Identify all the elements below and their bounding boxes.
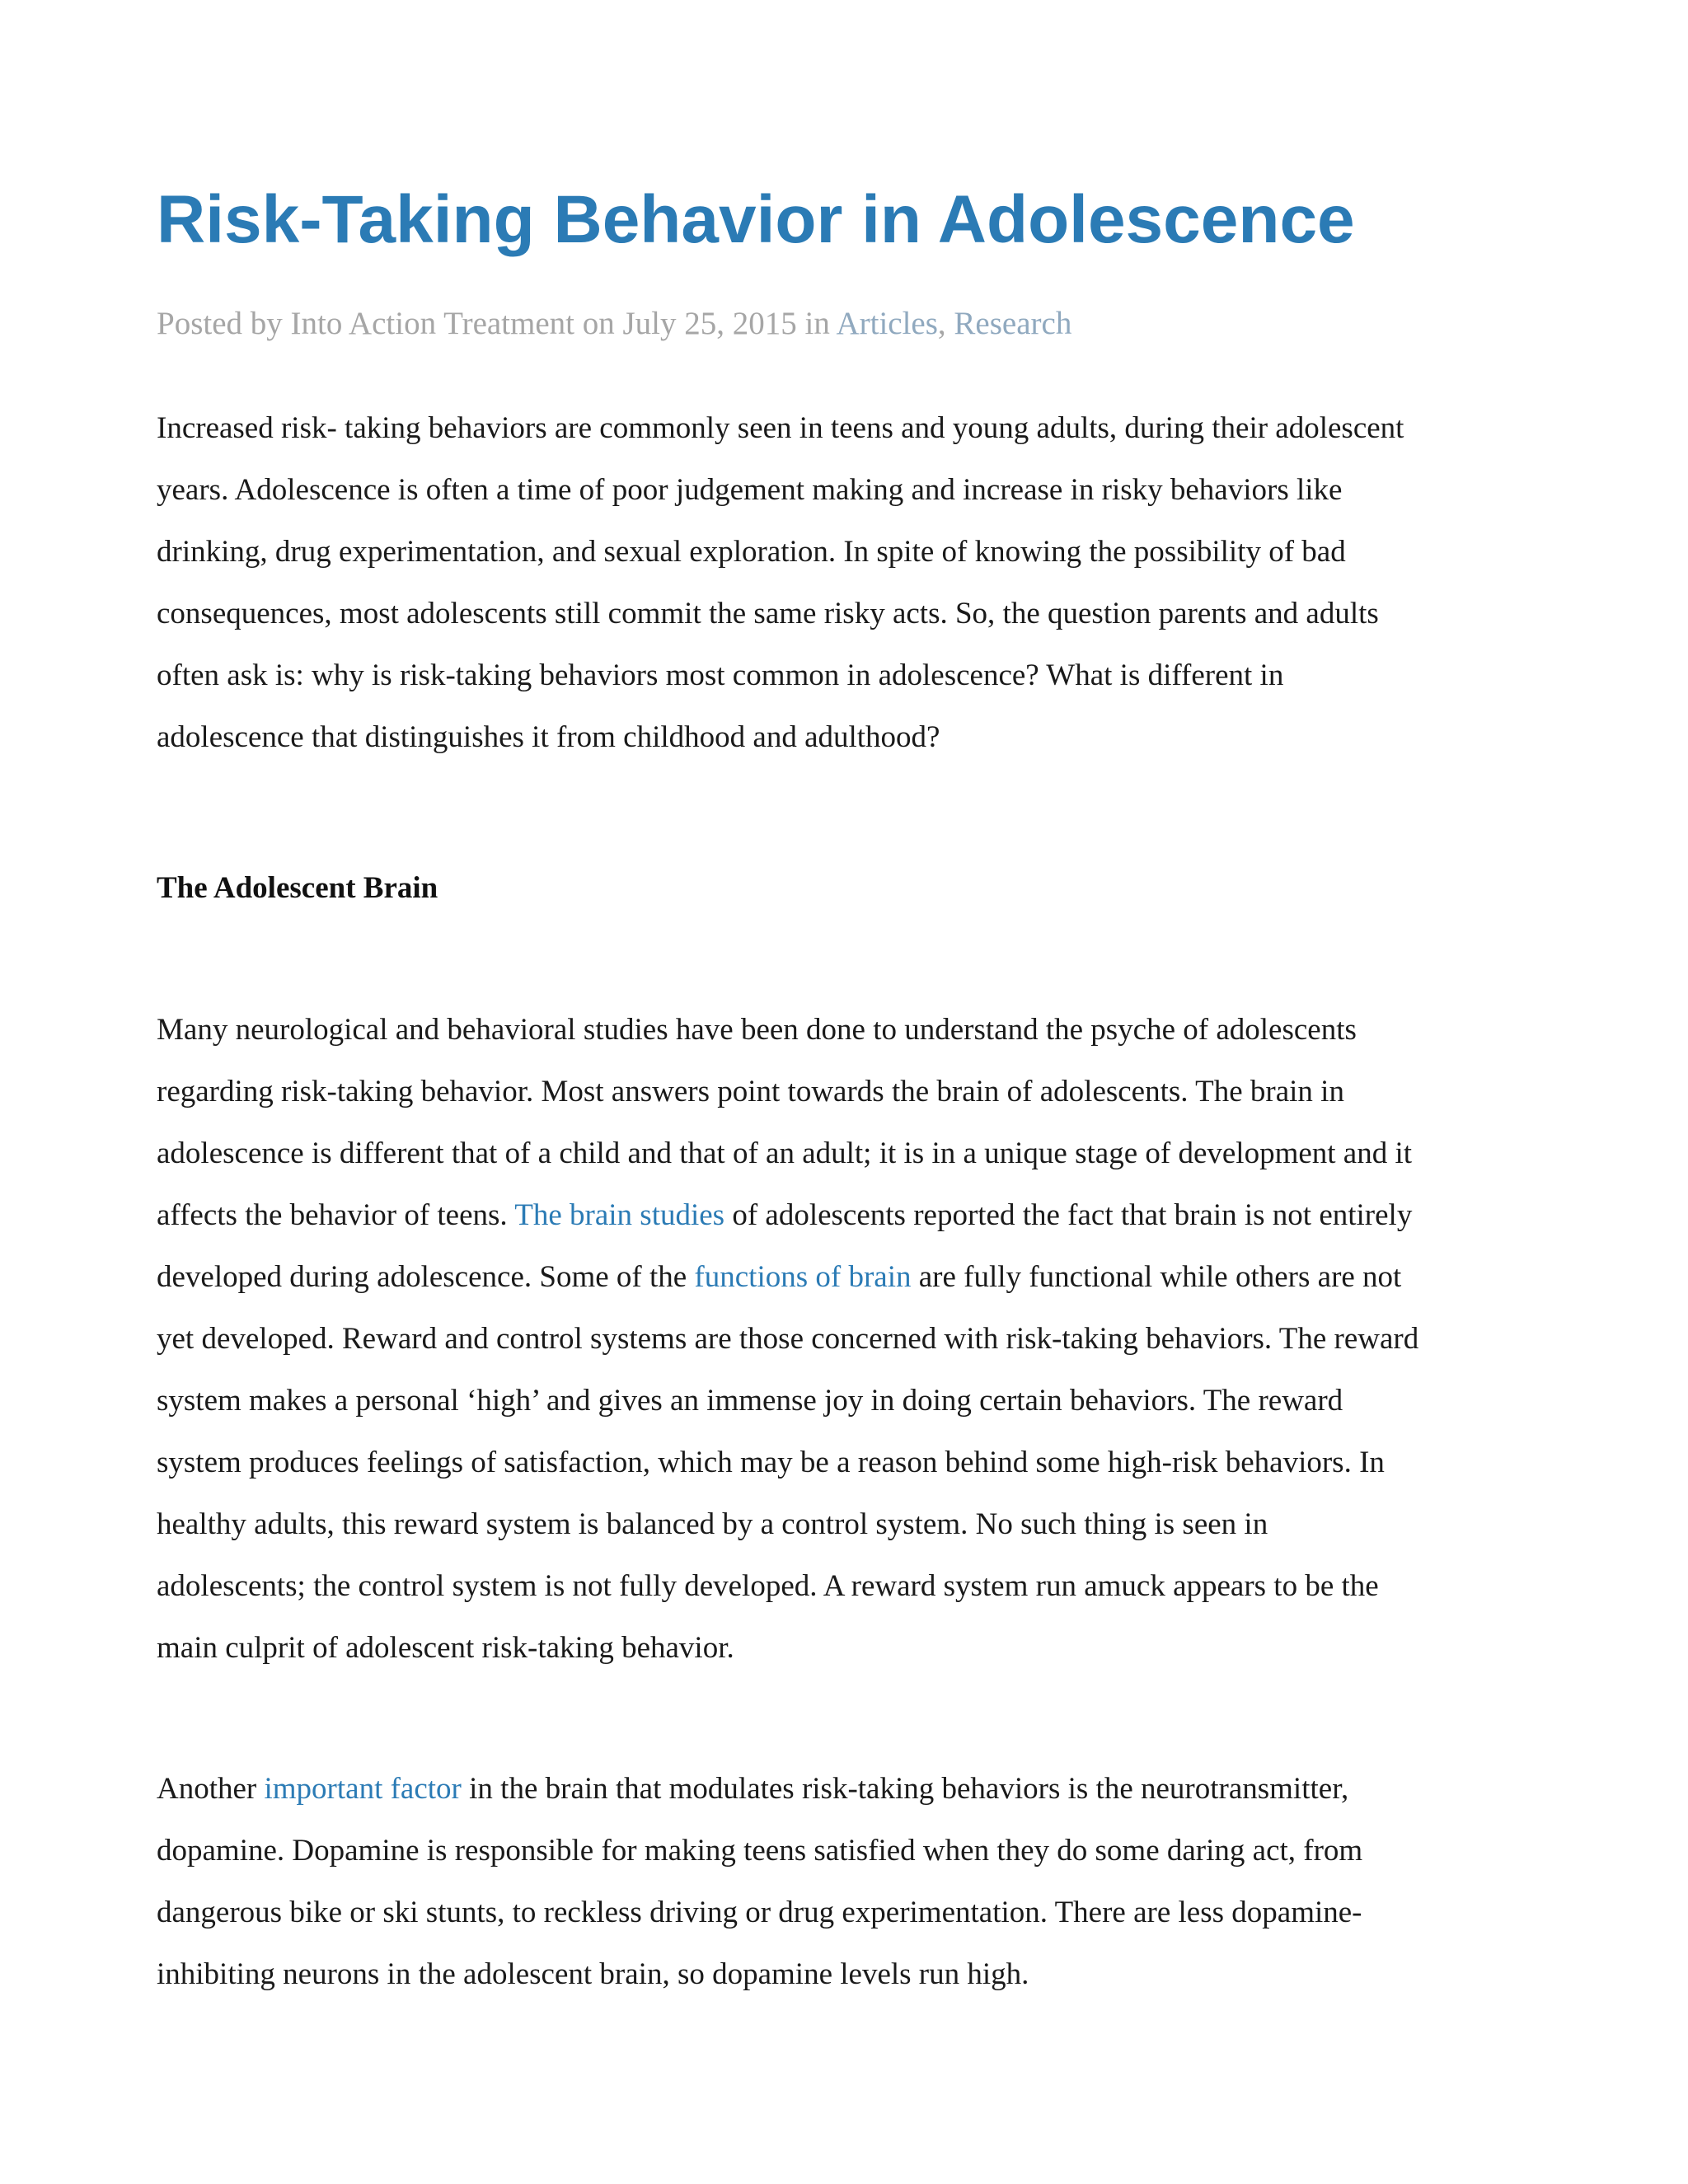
paragraph-line (157, 1184, 1541, 1246)
brain-studies-link[interactable]: The brain studies (514, 1198, 725, 1232)
paragraph-line: Many neurological and behavioral studies have been done to understand the psyche of adolescents (157, 1013, 1357, 1047)
line-text: in the brain that modulates risk-taking behaviors is the neurotransmitter, (461, 1772, 1349, 1806)
post-meta (157, 305, 1071, 342)
line-text: affects the behavior of teens. (157, 1198, 515, 1232)
important-factor-link[interactable]: important factor (264, 1772, 462, 1806)
paragraph-line: adolescents; the control system is not fully developed. A reward system run amuck appears to be the (157, 1569, 1379, 1603)
line-text: Another (157, 1772, 265, 1806)
paragraph-line: adolescence that distinguishes it from childhood and adulthood? (157, 720, 940, 754)
paragraph-line: yet developed. Reward and control systems are those concerned with risk-taking behaviors. The reward (157, 1322, 1419, 1356)
paragraph-line (157, 1246, 1541, 1308)
paragraph-line: main culprit of adolescent risk-taking behavior. (157, 1631, 734, 1665)
paragraph-line (157, 1758, 1541, 1820)
brain-paragraph (157, 999, 1541, 1679)
functions-of-brain-link[interactable]: functions of brain (694, 1260, 912, 1294)
line-text: of adolescents reported the fact that brain is not entirely (724, 1198, 1413, 1232)
paragraph-line: system produces feelings of satisfaction, which may be a reason behind some high-risk behaviors. In (157, 1446, 1385, 1479)
paragraph-line: consequences, most adolescents still commit the same risky acts. So, the question parents and adults (157, 597, 1379, 630)
dopamine-paragraph (157, 1758, 1541, 2005)
line-text: developed during adolescence. Some of the (157, 1260, 695, 1294)
paragraph-line: drinking, drug experimentation, and sexual exploration. In spite of knowing the possibility of bad (157, 535, 1346, 569)
paragraph-line: system makes a personal ‘high’ and gives an immense joy in doing certain behaviors. The reward (157, 1384, 1343, 1418)
section-heading: The Adolescent Brain (157, 871, 438, 905)
paragraph-line: years. Adolescence is often a time of poor judgement making and increase in risky behaviors like (157, 473, 1343, 507)
paragraph-line: regarding risk-taking behavior. Most answers point towards the brain of adolescents. The brain in (157, 1075, 1344, 1108)
intro-paragraph (157, 397, 1541, 768)
paragraph-line: inhibiting neurons in the adolescent brain, so dopamine levels run high. (157, 1957, 1029, 1991)
paragraph-line: often ask is: why is risk-taking behaviors most common in adolescence? What is different in (157, 658, 1284, 692)
category-link-research[interactable]: Research (954, 306, 1072, 341)
article-title: Risk-Taking Behavior in Adolescence (157, 182, 1355, 257)
paragraph-line: dangerous bike or ski stunts, to reckless driving or drug experimentation. There are less dopamine- (157, 1896, 1362, 1929)
category-link-articles[interactable]: Articles (836, 306, 938, 341)
paragraph-line: Increased risk- taking behaviors are commonly seen in teens and young adults, during their adolescent (157, 411, 1404, 445)
post-meta-text: Posted by Into Action Treatment on July 25, 2015 in (157, 306, 837, 341)
paragraph-line: adolescence is different that of a child and that of an adult; it is in a unique stage of development and it (157, 1137, 1413, 1170)
line-text: are fully functional while others are not (911, 1260, 1402, 1294)
paragraph-line: healthy adults, this reward system is balanced by a control system. No such thing is seen in (157, 1507, 1268, 1541)
category-separator: , (937, 306, 954, 341)
paragraph-line: dopamine. Dopamine is responsible for making teens satisfied when they do some daring act, from (157, 1834, 1363, 1868)
